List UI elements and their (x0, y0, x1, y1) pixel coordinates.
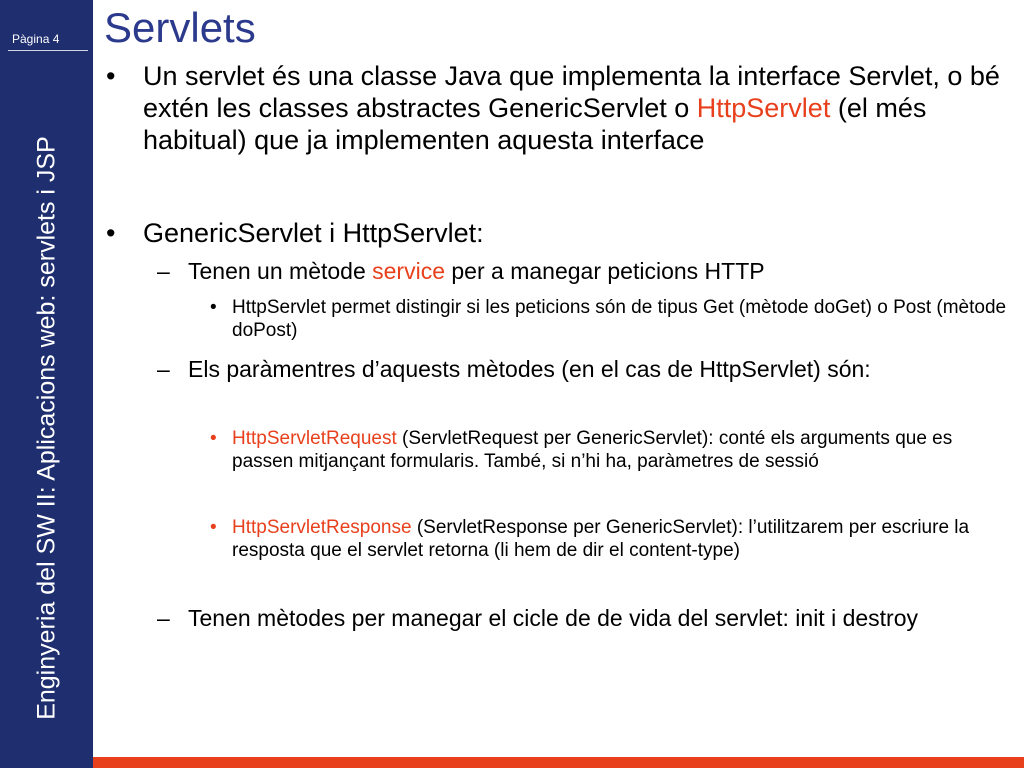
subsubbullet-doget-dopost (210, 296, 1012, 342)
subbullet-method-parameters (157, 356, 1003, 383)
bullet-text-cont: (el més habitual) que ja implementen aquesta interface (143, 93, 927, 155)
subbullet-text: Els paràmentres d’aquests mètodes (en el cas de HttpServlet) són: (188, 356, 871, 382)
page-number-label: Pàgina 4 (12, 32, 60, 46)
subbullet-service-method (157, 258, 1003, 285)
bullet-marker: • (210, 428, 217, 449)
bullet-text: GenericServlet i HttpServlet: (143, 218, 484, 248)
bullet-marker: • (106, 61, 116, 91)
subsubbullet-request (210, 427, 1012, 473)
bullet-marker: • (106, 218, 116, 248)
subbullet-text: Tenen mètodes per manegar el cicle de de vida del servlet: init i destroy (188, 605, 919, 631)
highlight-service: service (372, 258, 445, 284)
bullet-servlet-definition (106, 60, 1003, 156)
bullet-generic-and-http (106, 217, 1003, 249)
subbullet-text-cont: per a manegar peticions HTTP (445, 258, 765, 284)
subsubbullet-text: (ServletResponse per GenericServlet): l’utilitzarem per escriure la resposta que el servlet retorna (li hem de dir el content-type) (232, 517, 970, 561)
subsubbullet-response (210, 516, 1012, 562)
subbullet-lifecycle (157, 605, 1003, 632)
slide-title: Servlets (104, 4, 256, 51)
bullet-marker: • (210, 297, 217, 318)
dash-marker: – (157, 356, 170, 382)
bullet-text: Un servlet és una classe Java que implementa la interface Servlet, o bé extén les classes abstractes GenericServlet o (143, 61, 1000, 123)
sidebar (0, 0, 93, 768)
subsubbullet-text: HttpServlet permet distingir si les peticions són de tipus Get (mètode doGet) o Post (mètode doPost) (232, 297, 1007, 341)
highlight-httpservletrequest: HttpServletRequest (232, 428, 397, 449)
bottom-accent-bar (93, 757, 1024, 768)
sidebar-divider (8, 50, 88, 51)
dash-marker: – (157, 605, 170, 631)
subsubbullet-text: (ServletRequest per GenericServlet): conté els arguments que es passen mitjançant formularis. També, si n’hi ha, paràmetres de sessió (232, 428, 953, 472)
subbullet-text: Tenen un mètode (188, 258, 373, 284)
course-title-vertical: Enginyeria del SW II: Aplicacions web: servlets i JSP (32, 136, 61, 720)
bullet-marker: • (210, 517, 217, 538)
dash-marker: – (157, 258, 170, 284)
highlight-httpservletresponse: HttpServletResponse (232, 517, 412, 538)
highlight-httpservlet: HttpServlet (696, 93, 831, 123)
